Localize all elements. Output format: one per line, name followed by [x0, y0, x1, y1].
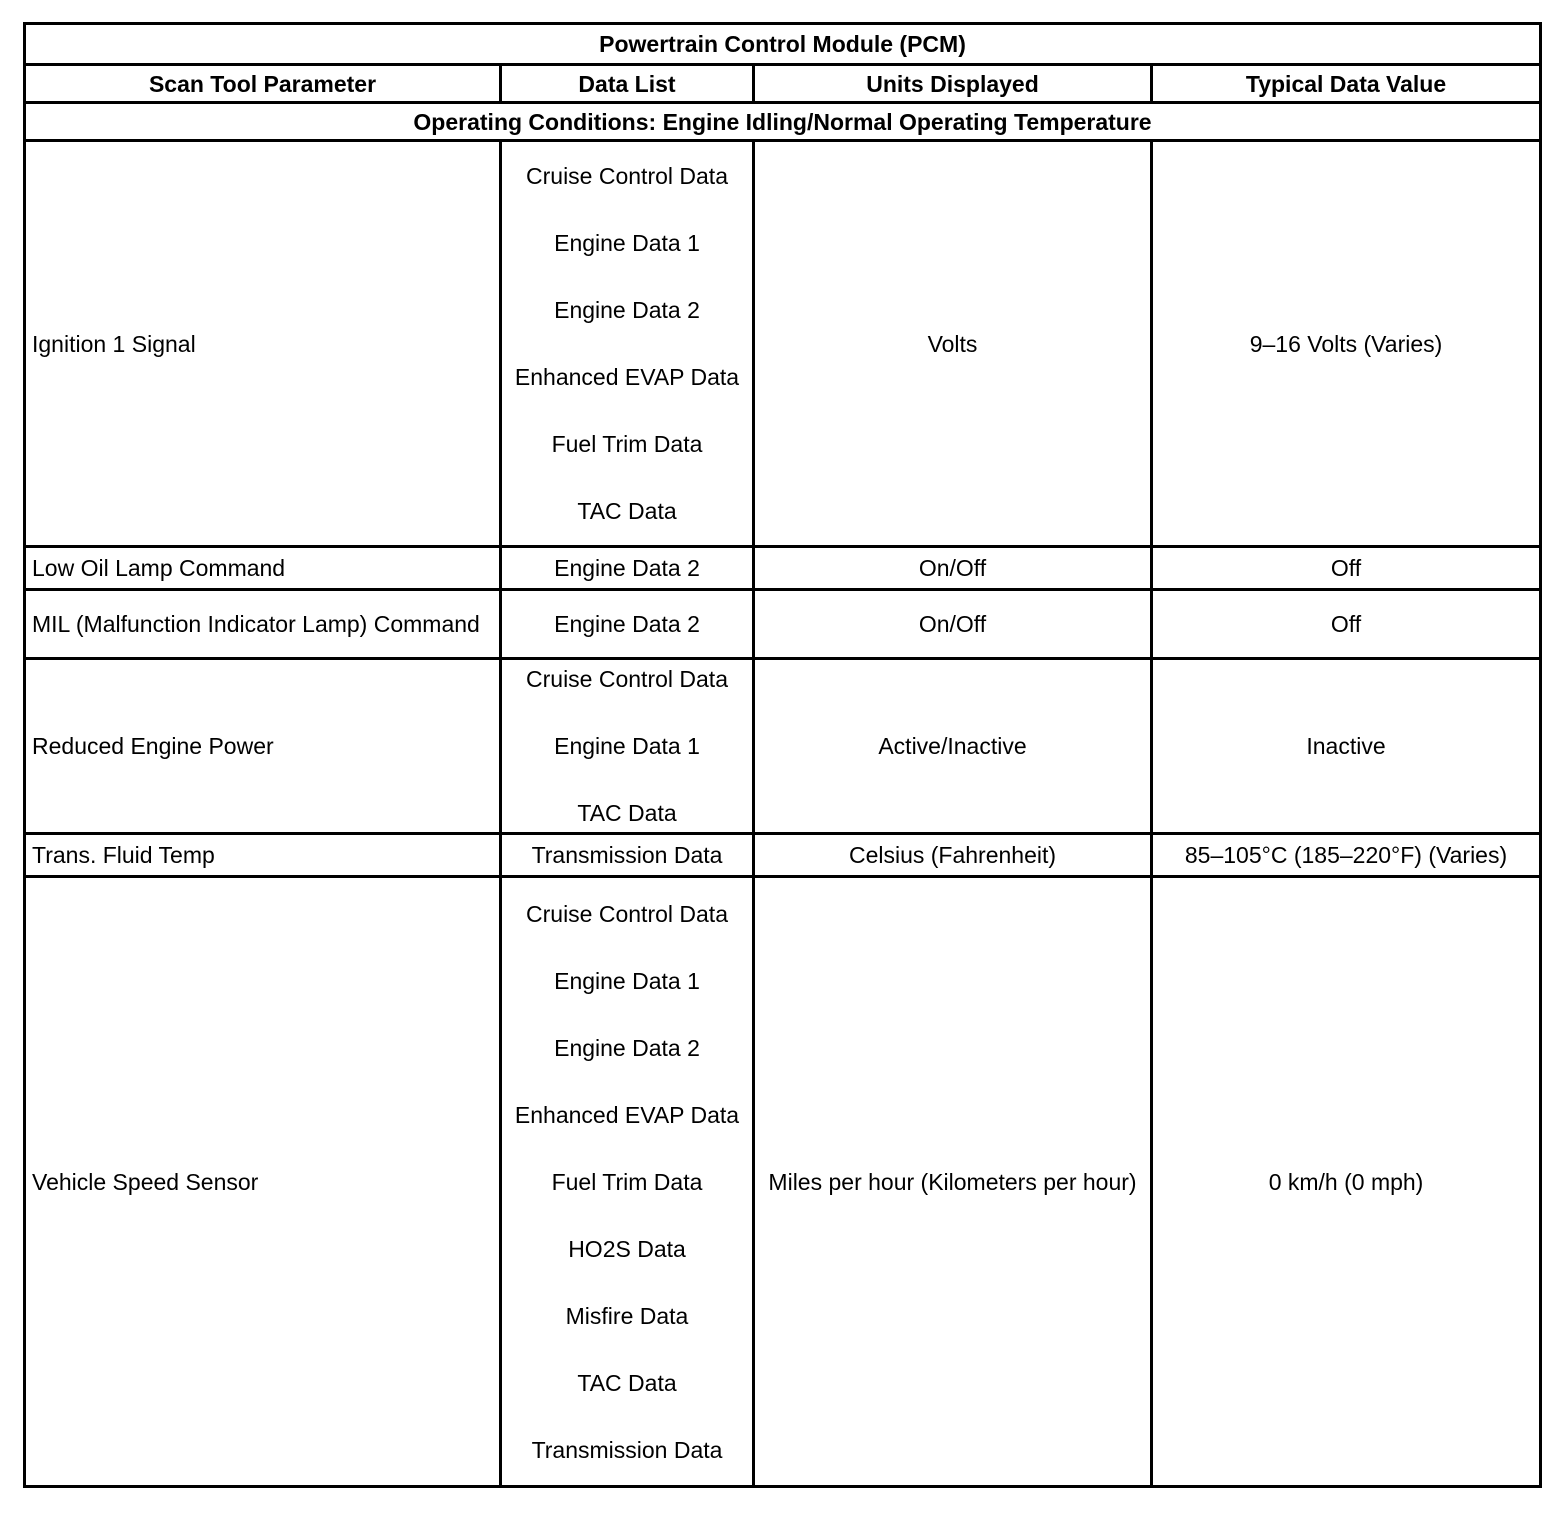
parameter-cell: Ignition 1 Signal [25, 141, 501, 547]
parameter-cell: Vehicle Speed Sensor [25, 877, 501, 1487]
parameter-cell: Trans. Fluid Temp [25, 834, 501, 877]
table-row [25, 659, 1541, 834]
conditions-row [25, 103, 1541, 141]
data-list-cell [501, 659, 754, 834]
typical-value-cell: Off [1152, 547, 1541, 590]
data-list-cell [501, 547, 754, 590]
data-list-item: Enhanced EVAP Data [514, 364, 740, 390]
units-cell: Miles per hour (Kilometers per hour) [754, 877, 1152, 1487]
table-row [25, 834, 1541, 877]
parameter-cell: MIL (Malfunction Indicator Lamp) Command [25, 590, 501, 659]
table-row [25, 141, 1541, 547]
data-list-item: Engine Data 2 [554, 611, 700, 637]
units-cell: On/Off [754, 590, 1152, 659]
typical-value-cell: 85–105°C (185–220°F) (Varies) [1152, 834, 1541, 877]
data-list-item: Engine Data 2 [554, 1034, 700, 1061]
header-row [25, 65, 1541, 103]
data-list-item: TAC Data [577, 498, 677, 524]
table-row [25, 547, 1541, 590]
data-list-item: Cruise Control Data [526, 163, 728, 189]
typical-value-cell: Off [1152, 590, 1541, 659]
data-list-cell [501, 590, 754, 659]
table-title: Powertrain Control Module (PCM) [25, 24, 1541, 65]
data-list-item: Cruise Control Data [526, 666, 728, 692]
table-title-row [25, 24, 1541, 65]
data-list-item: Enhanced EVAP Data [514, 1101, 740, 1128]
header-typical: Typical Data Value [1152, 65, 1541, 103]
data-list-item: TAC Data [577, 1369, 677, 1396]
units-cell: Volts [754, 141, 1152, 547]
data-list-item: Engine Data 2 [554, 555, 700, 581]
data-list-item: Engine Data 2 [554, 297, 700, 323]
data-list-item: Transmission Data [531, 842, 723, 868]
typical-value-cell: Inactive [1152, 659, 1541, 834]
data-list-cell [501, 877, 754, 1487]
data-list-item: Cruise Control Data [526, 900, 728, 927]
operating-conditions: Operating Conditions: Engine Idling/Normal Operating Temperature [25, 103, 1541, 141]
pcm-data-table [23, 22, 1542, 1488]
data-list-item: Fuel Trim Data [551, 1168, 703, 1195]
data-list-item: Engine Data 1 [554, 733, 700, 759]
data-list-cell [501, 141, 754, 547]
data-list-item: Fuel Trim Data [551, 431, 703, 457]
units-cell: On/Off [754, 547, 1152, 590]
data-list-item: Engine Data 1 [554, 967, 700, 994]
table-row [25, 590, 1541, 659]
data-list-item: Misfire Data [565, 1302, 689, 1329]
data-list-item: Engine Data 1 [554, 230, 700, 256]
units-cell: Active/Inactive [754, 659, 1152, 834]
table-row [25, 877, 1541, 1487]
header-parameter: Scan Tool Parameter [25, 65, 501, 103]
parameter-cell: Low Oil Lamp Command [25, 547, 501, 590]
data-list-item: HO2S Data [568, 1235, 686, 1262]
data-list-cell [501, 834, 754, 877]
data-list-item: TAC Data [577, 800, 677, 826]
data-list-item: Transmission Data [531, 1436, 723, 1463]
typical-value-cell: 9–16 Volts (Varies) [1152, 141, 1541, 547]
header-units: Units Displayed [754, 65, 1152, 103]
typical-value-cell: 0 km/h (0 mph) [1152, 877, 1541, 1487]
units-cell: Celsius (Fahrenheit) [754, 834, 1152, 877]
parameter-cell: Reduced Engine Power [25, 659, 501, 834]
header-data-list: Data List [501, 65, 754, 103]
